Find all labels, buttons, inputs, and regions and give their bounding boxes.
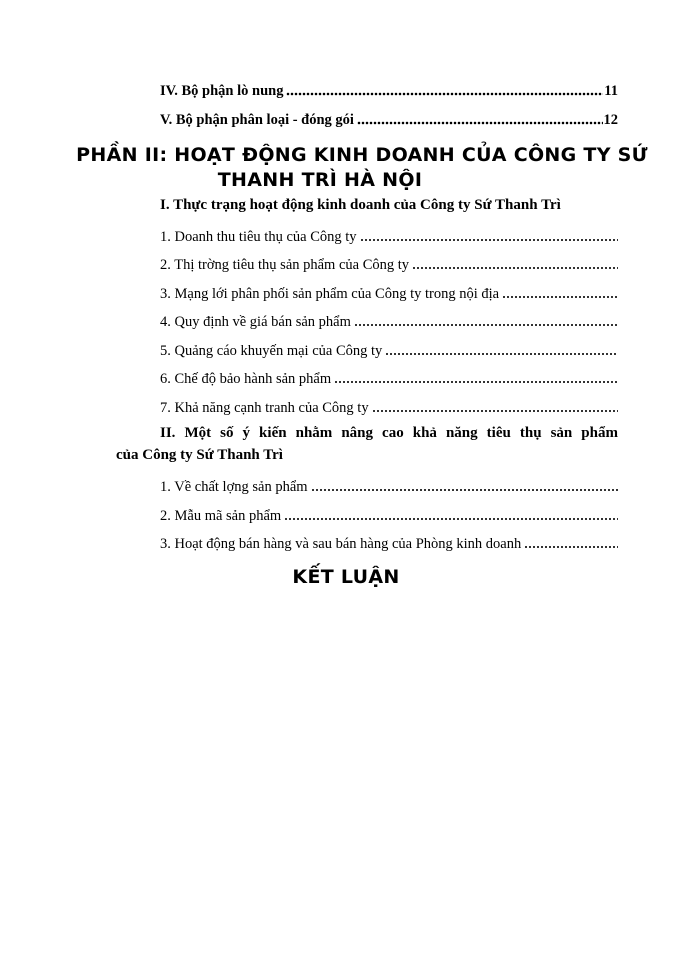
section2-title-line1: II. Một số ý kiến nhằm nâng cao khả năng tiêu thụ sản phẩm (160, 425, 618, 441)
toc-item (160, 533, 618, 553)
toc-item (160, 476, 618, 496)
part2-title-line1: PHẦN II: HOẠT ĐỘNG KINH DOANH CỦA CÔNG TY SỨ (76, 144, 648, 166)
leader-dots (334, 380, 618, 384)
toc-item (160, 283, 618, 303)
section1-title: I. Thực trạng hoạt động kinh doanh của Công ty Sứ Thanh Trì (160, 197, 561, 213)
leader-dots (372, 409, 618, 413)
toc-entry-kiln (160, 80, 618, 100)
toc-item-label: 6. Chế độ bảo hành sản phẩm (160, 371, 332, 387)
toc-item (160, 311, 618, 331)
toc-item-label: 4. Quy định về giá bán sản phẩm (160, 314, 351, 330)
section2-title-line2: của Công ty Sứ Thanh Trì (116, 447, 283, 463)
toc-item (160, 368, 618, 388)
toc-page-number: 11 (604, 83, 618, 99)
leader-dots (524, 545, 618, 549)
toc-item-label: 3. Hoạt động bán hàng và sau bán hàng của Phòng kinh doanh (160, 536, 522, 552)
toc-item-label: 7. Khả năng cạnh tranh của Công ty (160, 400, 369, 416)
leader-dots (502, 295, 618, 299)
toc-item-label: 3. Mạng lới phân phối sản phẩm của Công ty trong nội địa (160, 286, 500, 302)
toc-item-label: 1. Doanh thu tiêu thụ của Công ty (160, 229, 357, 245)
part2-title-line2: THANH TRÌ HÀ NỘI (217, 169, 423, 191)
leader-dots (354, 323, 618, 327)
toc-item (160, 340, 618, 360)
leader-dots (385, 352, 618, 356)
toc-item (160, 254, 618, 274)
toc-entry-sorting-packing (160, 109, 618, 129)
toc-item-label: 2. Thị trờng tiêu thụ sản phẩm của Công ty (160, 257, 410, 273)
leader-dots (412, 266, 618, 270)
toc-item-label: 2. Mẫu mã sản phẩm (160, 508, 282, 524)
conclusion-title: KẾT LUẬN (292, 566, 400, 588)
toc-item-label: 5. Quảng cáo khuyến mại của Công ty (160, 343, 383, 359)
toc-item (160, 505, 618, 525)
toc-item (160, 397, 618, 417)
toc-entry-label: V. Bộ phận phân loại - đóng gói (160, 112, 354, 128)
toc-item-label: 1. Về chất lợng sản phẩm (160, 479, 308, 495)
leader-dots (311, 488, 618, 492)
toc-entry-label: IV. Bộ phận lò nung (160, 83, 284, 99)
leader-dots (284, 517, 618, 521)
toc-item (160, 226, 618, 246)
toc-page-number: 12 (603, 112, 618, 128)
leader-dots (286, 92, 603, 96)
leader-dots (357, 121, 603, 125)
leader-dots (360, 238, 618, 242)
